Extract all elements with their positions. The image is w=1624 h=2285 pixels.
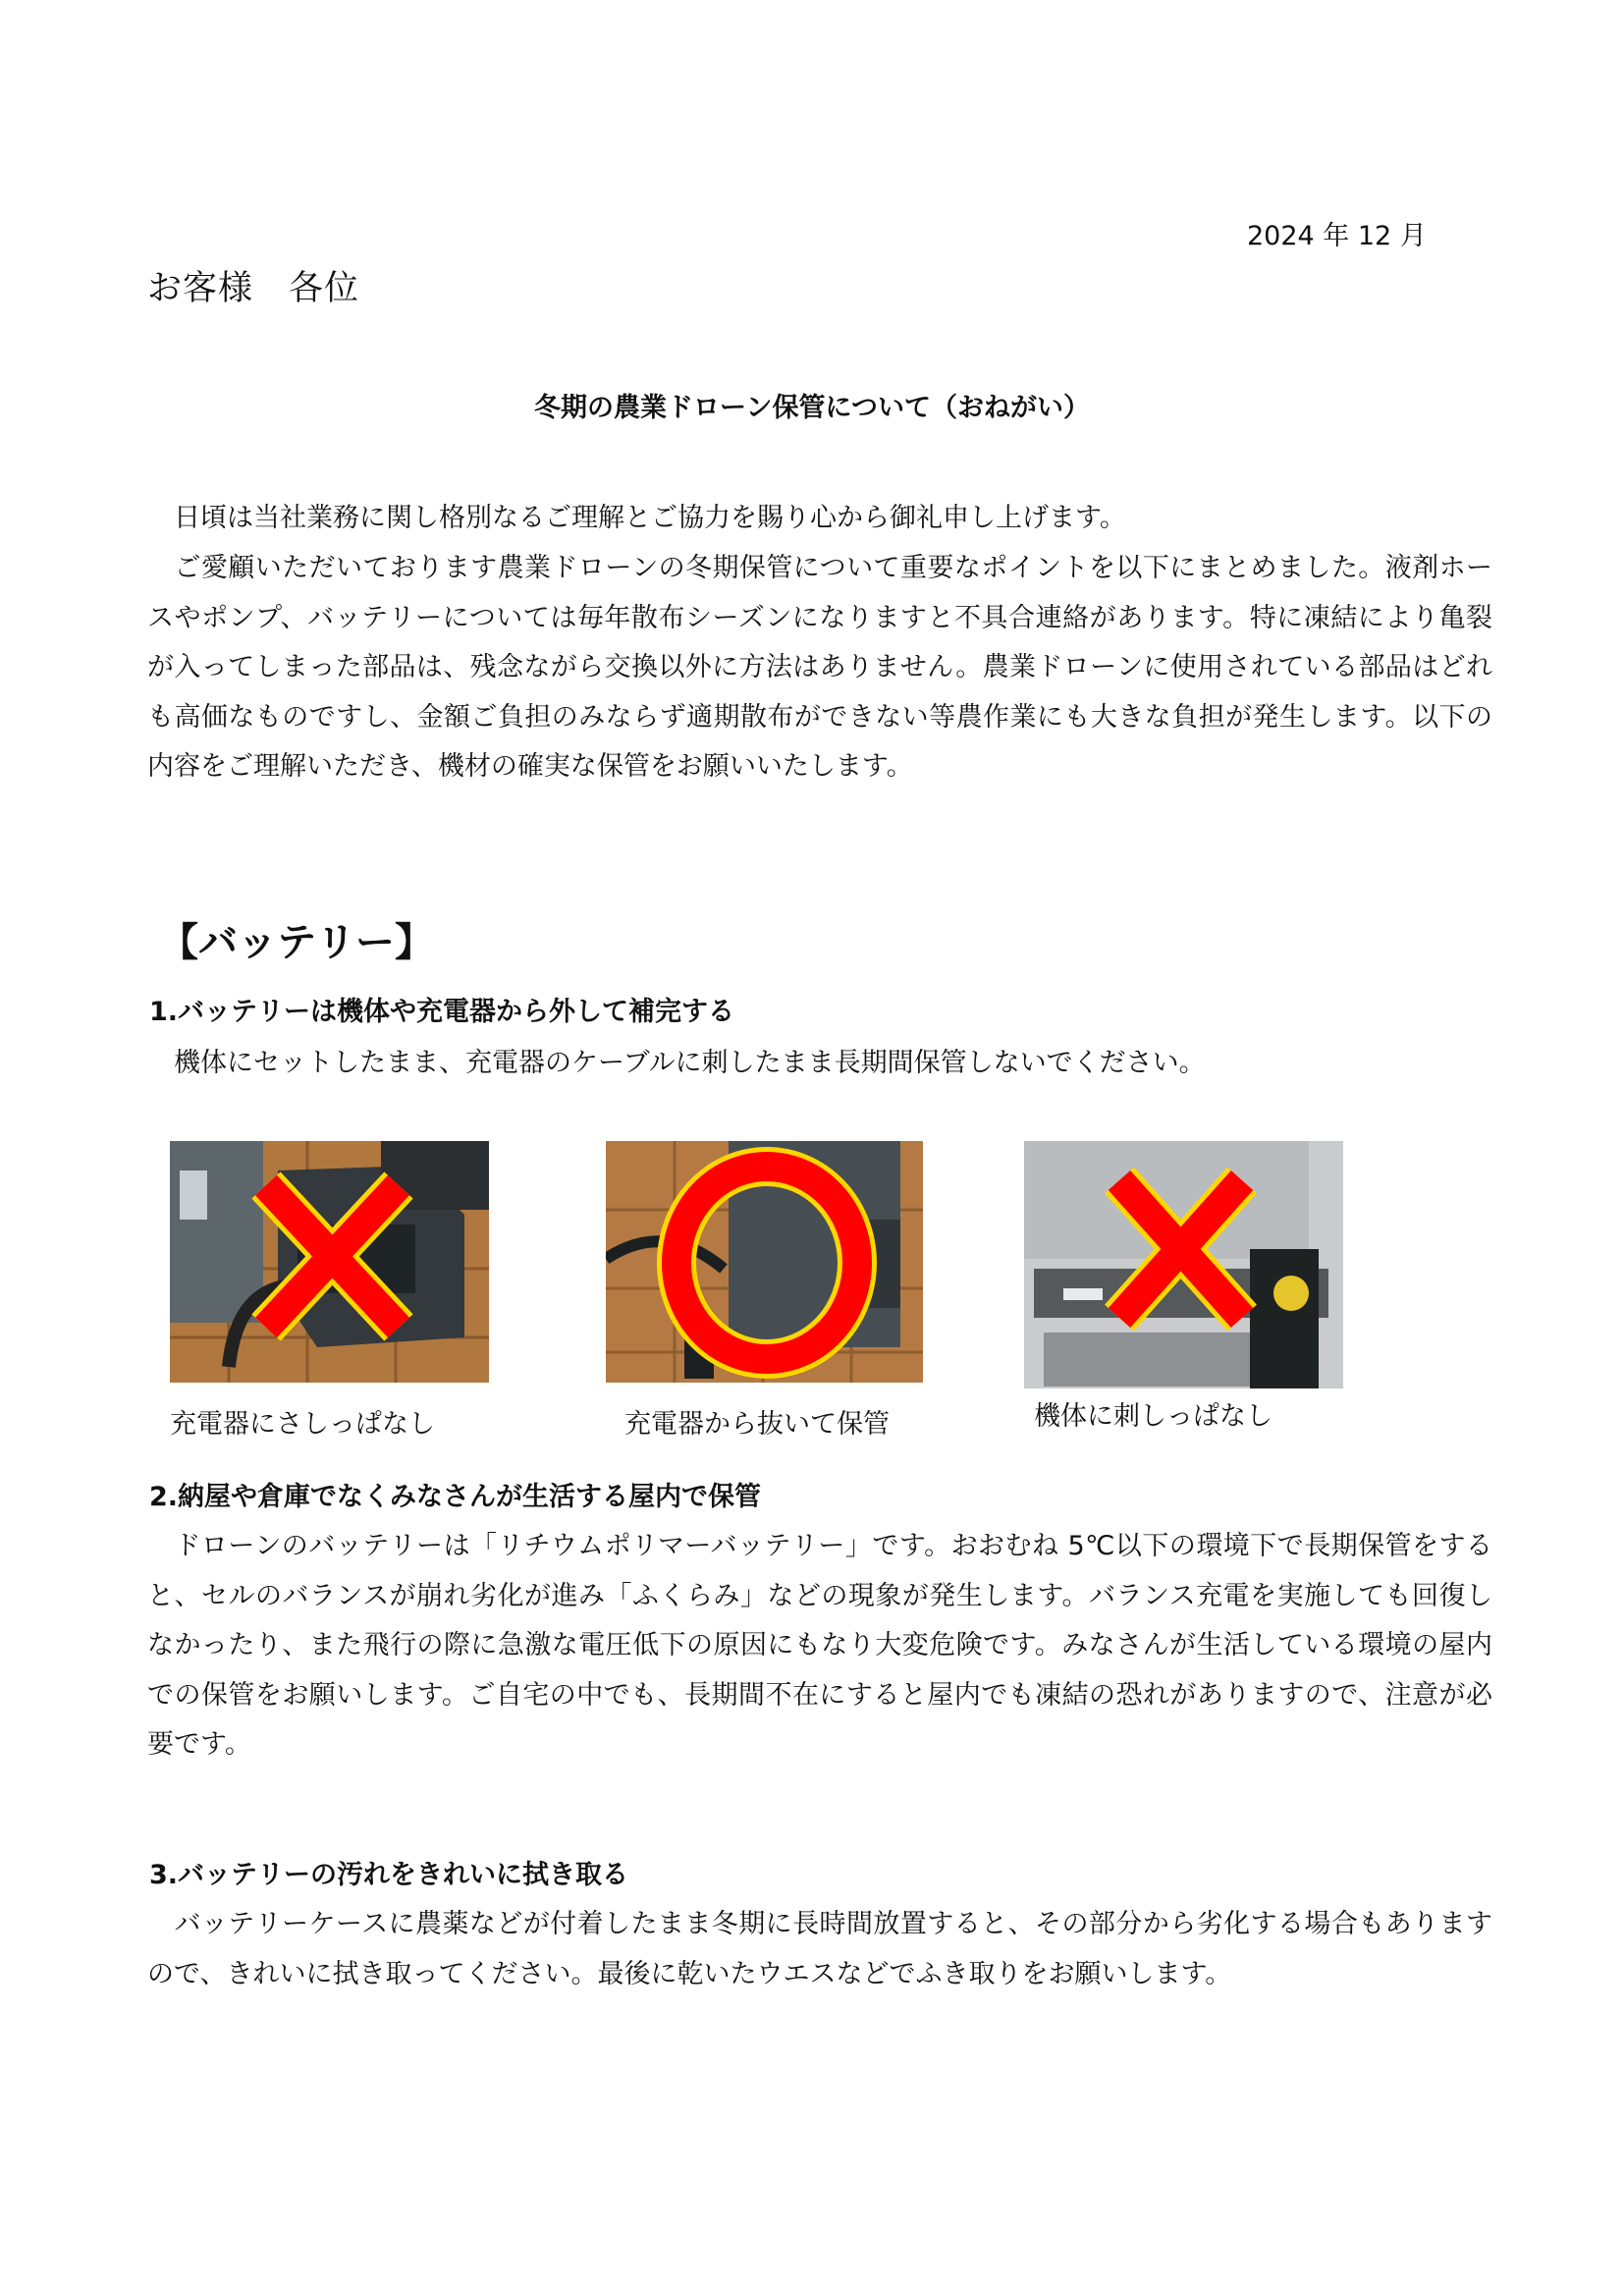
photo-stored-separately xyxy=(606,1141,923,1383)
item-2-body: ドローンのバッテリーは「リチウムポリマーバッテリー」です。おおむね 5℃以下の環境下で長期保管をすると、セルのバランスが崩れ劣化が進み「ふくらみ」などの現象が発生します。バランス充電を実施しても回復しなかったり、また飛行の際に急激な電圧低下の原因にもなり大変危険です。みなさんが生活している環境の屋内での保管をお願いします。ご自宅の中でも、長期間不在にすると屋内でも凍結の恐れがありますので、注意が必要です。 xyxy=(147,1531,1492,1760)
document-date: 2024 年 12 月 xyxy=(1247,221,1427,251)
addressee: お客様 各位 xyxy=(147,269,360,308)
circle-mark-icon xyxy=(606,1141,923,1383)
photo-1-caption: 充電器にさしっぱなし xyxy=(170,1409,435,1440)
item-3-heading: 3.バッテリーの汚れをきれいに拭き取る xyxy=(149,1860,629,1890)
item-2-heading: 2.納屋や倉庫でなくみなさんが生活する屋内で保管 xyxy=(149,1482,762,1512)
item-1-heading: 1.バッテリーは機体や充電器から外して補完する xyxy=(149,997,735,1027)
photo-2-caption: 充電器から抜いて保管 xyxy=(624,1409,890,1440)
cross-mark-icon xyxy=(1024,1141,1343,1388)
photo-charger-plugged xyxy=(170,1141,489,1383)
intro-paragraph-1: 日頃は当社業務に関し格別なるご理解とご協力を賜り心から御礼申し上げます。 xyxy=(174,503,1126,533)
cross-mark-icon xyxy=(170,1141,489,1383)
item-1-body: 機体にセットしたまま、充電器のケーブルに刺したまま長期間保管しないでください。 xyxy=(174,1048,1206,1078)
photo-3-caption: 機体に刺しっぱなし xyxy=(1034,1401,1272,1432)
item-3-body: バッテリーケースに農薬などが付着したまま冬期に長時間放置すると、その部分から劣化する場合もありますので、きれいに拭き取ってください。最後に乾いたウエスなどでふき取りをお願いします。 xyxy=(147,1909,1492,1989)
section-title-battery: 【バッテリー】 xyxy=(159,920,434,965)
photo-drone-inserted xyxy=(1024,1141,1343,1388)
document-title: 冬期の農業ドローン保管について（おねがい） xyxy=(534,393,1090,423)
intro-paragraph-2: ご愛顧いただいております農業ドローンの冬期保管について重要なポイントを以下にまとめました。液剤ホースやポンプ、バッテリーについては毎年散布シーズンになりますと不具合連絡があります。特に凍結により亀裂が入ってしまった部品は、残念ながら交換以外に方法はありません。農業ドローンに使用されている部品はどれも高価なものですし、金額ご負担のみならず適期散布ができない等農作業にも大きな負担が発生します。以下の内容をご理解いただき、機材の確実な保管をお願いいたします。 xyxy=(147,553,1493,782)
